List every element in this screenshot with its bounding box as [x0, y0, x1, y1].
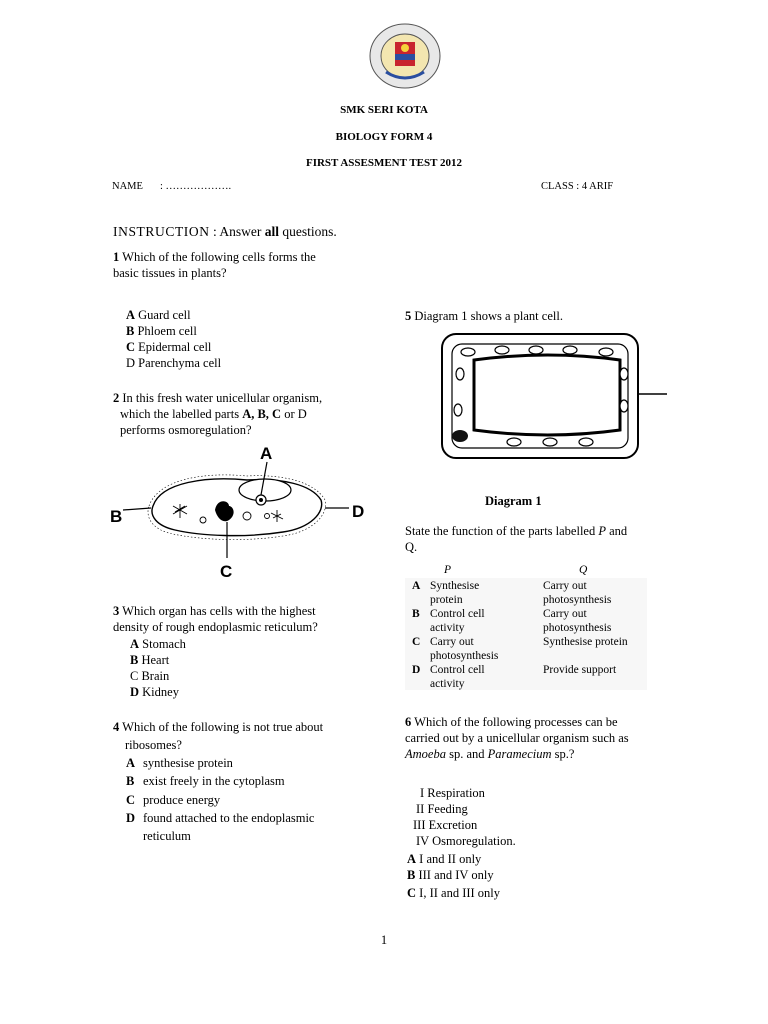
label-a: A	[260, 444, 273, 463]
q4-option-b-text: exist freely in the cytoplasm	[143, 774, 285, 788]
school-name: SMK SERI KOTA	[340, 104, 428, 116]
instruction-bold: all	[264, 224, 279, 239]
q6-item-1: I Respiration	[420, 786, 485, 800]
instruction-post: questions.	[279, 224, 337, 239]
q6-option-c: C I, II and III only	[407, 886, 501, 900]
q5-row-a-p1: Synthesise	[430, 580, 480, 592]
q5-row-a-q1: Carry out	[543, 580, 587, 592]
q6-item-4: IV Osmoregulation.	[416, 834, 516, 848]
q5-answer-table	[405, 578, 647, 690]
q3-option-c: C Brain	[130, 669, 170, 683]
diagram-1-caption: Diagram 1	[485, 494, 542, 508]
q4-option-d-text: found attached to the endoplasmic	[143, 811, 315, 825]
label-d: D	[352, 502, 365, 521]
q2-line2: which the labelled parts A, B, C or D	[120, 407, 307, 421]
q5-row-b-p1: Control cell	[430, 608, 485, 620]
table-header-q: Q	[579, 564, 588, 576]
q3-number: 3	[113, 604, 120, 618]
q6-number: 6	[405, 715, 412, 729]
q4-option-c: C	[126, 793, 136, 807]
page-number: 1	[380, 933, 388, 947]
q1-option-d: D Parenchyma cell	[126, 356, 222, 370]
q6-item-2: II Feeding	[416, 802, 468, 816]
subject-title: BIOLOGY FORM 4	[335, 131, 433, 143]
q3-line2: density of rough endoplasmic reticulum?	[113, 620, 318, 634]
q5-row-a-q2: photosynthesis	[543, 594, 612, 606]
instruction-pre: : Answer	[209, 224, 265, 239]
q5-row-c-p2: photosynthesis	[430, 650, 499, 662]
q5-row-a-letter: A	[412, 580, 421, 592]
q4-option-a: A	[126, 756, 136, 770]
q4-number: 4	[113, 720, 120, 734]
q1-line2: basic tissues in plants?	[113, 266, 227, 280]
q3-stem	[113, 604, 316, 619]
q6-option-b: B III and IV only	[407, 868, 494, 882]
q5-row-d-p1: Control cell	[430, 664, 485, 676]
q4-option-b: B	[126, 774, 135, 788]
q5-row-c-p1: Carry out	[430, 636, 474, 648]
q5-line1: Diagram 1 shows a plant cell.	[411, 309, 563, 323]
q5-row-c-q1: Synthesise protein	[543, 636, 628, 648]
q5-row-d-p2: activity	[430, 678, 465, 690]
q5-row-b-p2: activity	[430, 622, 465, 634]
q2-number: 2	[113, 391, 120, 405]
q4-line1: Which of the following is not true about	[119, 720, 324, 734]
name-value: : ……………….	[160, 181, 232, 192]
name-label: NAME	[112, 181, 143, 192]
q1-option-c: C Epidermal cell	[126, 340, 212, 354]
q5-number: 5	[405, 309, 412, 323]
q4-line2: ribosomes?	[125, 738, 182, 752]
q1-option-a: A Guard cell	[126, 308, 191, 322]
q5-stem-line2: Q.	[405, 540, 418, 554]
paramecium-diagram	[105, 440, 375, 580]
q4-option-d: D	[126, 811, 136, 825]
q4-option-a-text: synthesise protein	[143, 756, 233, 770]
q5-stem	[405, 309, 563, 324]
q4-stem	[113, 720, 323, 735]
q6-line3: Amoeba sp. and Paramecium sp.?	[405, 747, 575, 761]
q5-row-b-q2: photosynthesis	[543, 622, 612, 634]
q1-number: 1	[113, 250, 120, 264]
q5-row-d-letter: D	[412, 664, 421, 676]
instruction	[113, 224, 337, 240]
q3-line1: Which organ has cells with the highest	[119, 604, 316, 618]
q1-line1: Which of the following cells forms the	[119, 250, 316, 264]
q5-row-c-letter: C	[412, 636, 421, 648]
plant-cell-diagram	[438, 330, 668, 462]
school-logo	[366, 20, 444, 90]
label-c: C	[220, 562, 233, 581]
q1-option-b: B Phloem cell	[126, 324, 197, 338]
class-label: CLASS : 4 ARIF	[541, 181, 614, 192]
test-title: FIRST ASSESMENT TEST 2012	[305, 157, 462, 169]
q2-line3: performs osmoregulation?	[120, 423, 252, 437]
q5-row-a-p2: protein	[430, 594, 463, 606]
q6-item-3: III Excretion	[413, 818, 478, 832]
instruction-label: INSTRUCTION	[113, 224, 210, 239]
q5-row-b-q1: Carry out	[543, 608, 587, 620]
q1-stem	[113, 250, 316, 265]
q3-option-d: D Kidney	[130, 685, 179, 699]
q3-option-b: B Heart	[130, 653, 170, 667]
q2-line1: In this fresh water unicellular organism,	[119, 391, 323, 405]
q4-option-c-text: produce energy	[143, 793, 221, 807]
q6-option-a: A I and II only	[407, 852, 482, 866]
q2-stem	[113, 391, 322, 406]
q6-stem	[405, 715, 618, 730]
q5-stem-line1: State the function of the parts labelled P and	[405, 524, 628, 538]
q6-line2: carried out by a unicellular organism such as	[405, 731, 629, 745]
q6-line1: Which of the following processes can be	[411, 715, 618, 729]
q4-option-d-cont: reticulum	[143, 829, 191, 843]
q5-row-b-letter: B	[412, 608, 420, 620]
label-b: B	[110, 507, 123, 526]
table-header-p: P	[444, 564, 452, 576]
q3-option-a: A Stomach	[130, 637, 186, 651]
q5-row-d-q1: Provide support	[543, 664, 617, 676]
